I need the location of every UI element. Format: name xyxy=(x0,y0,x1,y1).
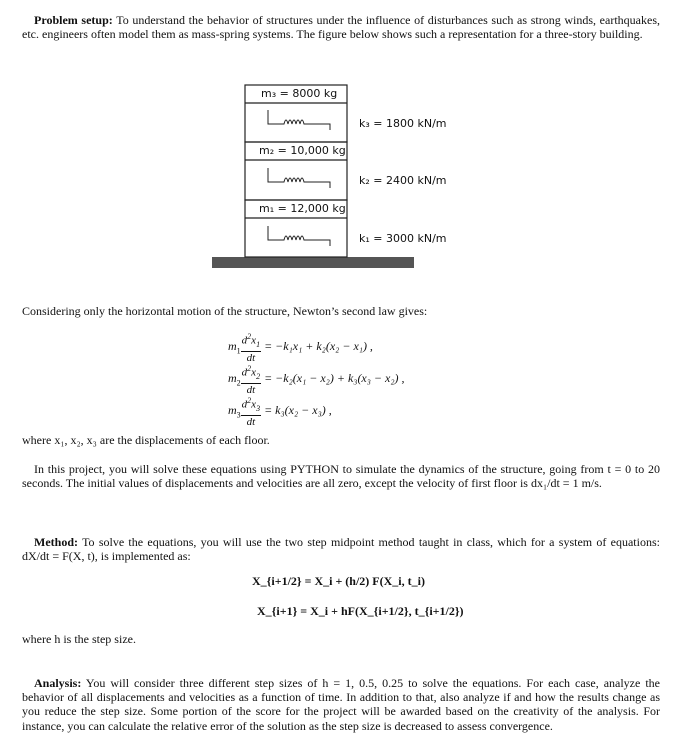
problem-setup-heading: Problem setup: xyxy=(34,13,113,27)
spring-k2 xyxy=(268,168,330,188)
displacement-definition: where x₁, x₂, x₃ are the displacements of each floor. xyxy=(22,433,270,447)
newton-eq-2-rhs: = −k₂(x₁ − x₂) + k₃(x₃ − x₂) , xyxy=(264,371,405,386)
newton-eq-2: $m_2$ $\frac{d^2x_2}{dt}$ = −k₂(x₁ − x₂) + k₃(x₃ − x₂) , xyxy=(228,364,405,396)
midpoint-eq-1-text: X_{i+1/2} = X_i + (h/2) F(X_i, t_i) xyxy=(252,574,425,588)
newton-eq-3: $m_3$ $\frac{d^2x_3}{dt}$ = k₃(x₂ − x₃) , xyxy=(228,396,332,428)
problem-setup-paragraph xyxy=(22,13,660,41)
midpoint-eq-2-text: X_{i+1} = X_i + hF(X_{i+1/2}, t_{i+1/2}) xyxy=(257,604,464,618)
method-paragraph xyxy=(22,535,660,563)
analysis-heading: Analysis: xyxy=(34,676,82,690)
stiffness-2-label: k₂ = 2400 kN/m xyxy=(359,174,447,187)
newton-eq-3-rhs: = k₃(x₂ − x₃) , xyxy=(264,403,332,418)
analysis-paragraph xyxy=(22,676,660,733)
newton-intro: Considering only the horizontal motion of the structure, Newton’s second law gives: xyxy=(22,304,428,318)
mass-1-label: m₁ = 12,000 kg xyxy=(259,202,346,215)
spring-k1 xyxy=(268,226,330,246)
ground-slab xyxy=(212,257,414,268)
stiffness-3-label: k₃ = 1800 kN/m xyxy=(359,117,447,130)
method-text: To solve the equations, you will use the two step midpoint method taught in class, which for a system of equations: dX/dt = F(X, t), is implemented as: xyxy=(22,535,660,564)
midpoint-eq-1 xyxy=(252,574,425,589)
mass-3-label: m₃ = 8000 kg xyxy=(261,87,338,100)
method-heading: Method: xyxy=(34,535,78,549)
problem-setup-text: To understand the behavior of structures under the influence of disturbances such as strong winds, earthquakes, etc. engineers often model them as mass-spring systems. The figure below shows such a representation for a three-story building. xyxy=(22,13,660,42)
mass-2-label: m₂ = 10,000 kg xyxy=(259,144,346,157)
step-size-definition: where h is the step size. xyxy=(22,632,136,646)
analysis-text: You will consider three different step sizes of h = 1, 0.5, 0.25 to solve the equations. For each case, analyze the behavior of all displacements and velocities as a function of time. In addition to that, also analyze if and how the results change as you reduce the step size. Some portion of the score for the project will be awarded based on the creativity of the analysis. For instance, you can calculate the relative error of the solution as the step size is decreased to assess convergence. xyxy=(22,676,660,733)
newton-eq-1-rhs: = −k₁x₁ + k₂(x₂ − x₁) , xyxy=(264,339,373,354)
stiffness-1-label: k₁ = 3000 kN/m xyxy=(359,232,447,245)
midpoint-eq-2 xyxy=(257,604,464,619)
spring-k3 xyxy=(268,110,330,130)
newton-eq-1: $m_1$ $\frac{d^2x_1}{dt}$ = −k₁x₁ + k₂(x₂ − x₁) , xyxy=(228,332,373,364)
project-paragraph: In this project, you will solve these equations using PYTHON to simulate the dynamics of the structure, going from t = 0 to 20 seconds. The initial values of displacements and velocities are all zero, except the velocity of first floor is dx₁/dt = 1 m/s. xyxy=(22,462,660,491)
